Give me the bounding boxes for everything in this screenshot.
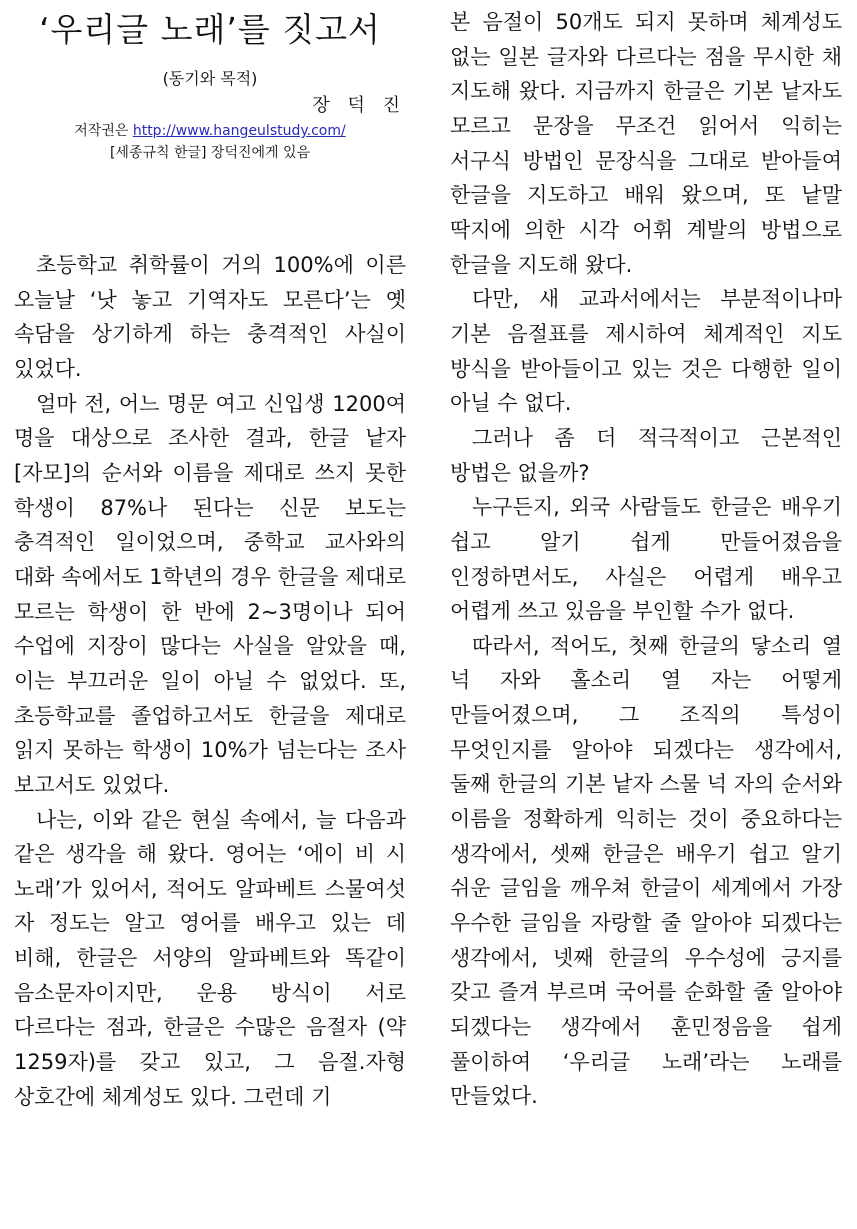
author-name: 장 덕 진 (312, 95, 406, 116)
copyright-notice (14, 120, 406, 164)
copyright-link[interactable]: http://www.hangeulstudy.com/ (132, 123, 346, 139)
paragraph: 다만, 새 교과서에서는 부분적이나마 기본 음절표를 제시하여 체계적인 지도 방식을 받아들이고 있는 것은 다행한 일이 아닐 수 없다. (450, 287, 842, 416)
article-title: ‘우리글 노래’를 짓고서 (39, 10, 381, 49)
paragraph: 그러나 좀 더 적극적이고 근본적인 방법은 없을까? (450, 425, 842, 485)
copyright-line-2: [세종규칙 한글] 장덕진에게 있음 (109, 145, 311, 161)
copyright-line-1 (14, 120, 406, 142)
paragraph: 나는, 이와 같은 현실 속에서, 늘 다음과 같은 생각을 해 왔다. 영어는 ‘에이 비 시 노래’가 있어서, 적어도 알파베트 스물여섯 자 정도는 알고 영어를 배우고 있는 데 비해, 한글은 서양의 알파베트와 똑같이 음소문자이지만, 운용 방식이 서로 다르다는 점과, 한글은 수많은 음절자 (약 1259자)를 갖고 있고, 그 음절.자형 상호간에 체계성도 있다. 그런데 기 (14, 807, 406, 1109)
paragraph: 초등학교 취학률이 거의 100%에 이른 오늘날 ‘낫 놓고 기역자도 모른다’는 옛 속담을 상기하게 하는 충격적인 사실이 있었다. (14, 253, 406, 381)
paragraph-continuation: 본 음절이 50개도 되지 못하며 체계성도 없는 일본 글자와 다르다는 점을 무시한 채 지도해 왔다. 지금까지 한글은 기본 낱자도 모르고 문장을 무조건 읽어서 익히는 서구식 방법인 문장식을 그대로 받아들여 한글을 지도하고 배워 왔으며, 또 낱말 딱지에 의한 시각 어휘 계발의 방법으로 한글을 지도해 왔다. (450, 10, 842, 277)
paragraph: 따라서, 적어도, 첫째 한글의 닿소리 열 넉 자와 홀소리 열 자는 어떻게 만들어졌으며, 그 조직의 특성이 무엇인지를 알아야 되겠다는 생각에서, 둘째 한글의 기본 낱자 스물 넉 자의 순서와 이름을 정확하게 익히는 것이 중요하다는 생각에서, 셋째 한글은 배우기 쉽고 알기 쉬운 글임을 깨우쳐 한글이 세계에서 가장 우수한 글임을 자랑할 줄 알아야 되겠다는 생각에서, 넷째 한글의 우수성에 긍지를 갖고 즐겨 부르며 국어를 순화할 줄 알아야 되겠다는 생각에서 훈민정음을 쉽게 풀이하여 ‘우리글 노래’라는 노래를 만들었다. (450, 633, 842, 1109)
paragraph: 누구든지, 외국 사람들도 한글은 배우기 쉽고 알기 쉽게 만들어졌음을 인정하면서도, 사실은 어렵게 배우고 어렵게 쓰고 있음을 부인할 수가 없다. (450, 495, 842, 624)
left-column (14, 248, 406, 1114)
right-column (450, 5, 842, 1114)
paragraph: 얼마 전, 어느 명문 여고 신입생 1200여 명을 대상으로 조사한 결과, 한글 낱자 [자모]의 순서와 이름을 제대로 쓰지 못한 학생이 87%나 된다는 신문 보도는 충격적인 일이었으며, 중학교 교사와의 대화 속에서도 1학년의 경우 한글을 제대로 모르는 학생이 한 반에 2∼3명이나 되어 수업에 지장이 많다는 사실을 알았을 때, 이는 부끄러운 일이 아닐 수 없었다. 또, 초등학교를 졸업하고서도 한글을 제대로 읽지 못하는 학생이 10%가 넘는다는 조사 보고서도 있었다. (14, 391, 406, 797)
article-subtitle: (동기와 목적) (162, 69, 258, 88)
article-header (14, 0, 406, 164)
copyright-prefix: 저작권은 (74, 123, 129, 139)
